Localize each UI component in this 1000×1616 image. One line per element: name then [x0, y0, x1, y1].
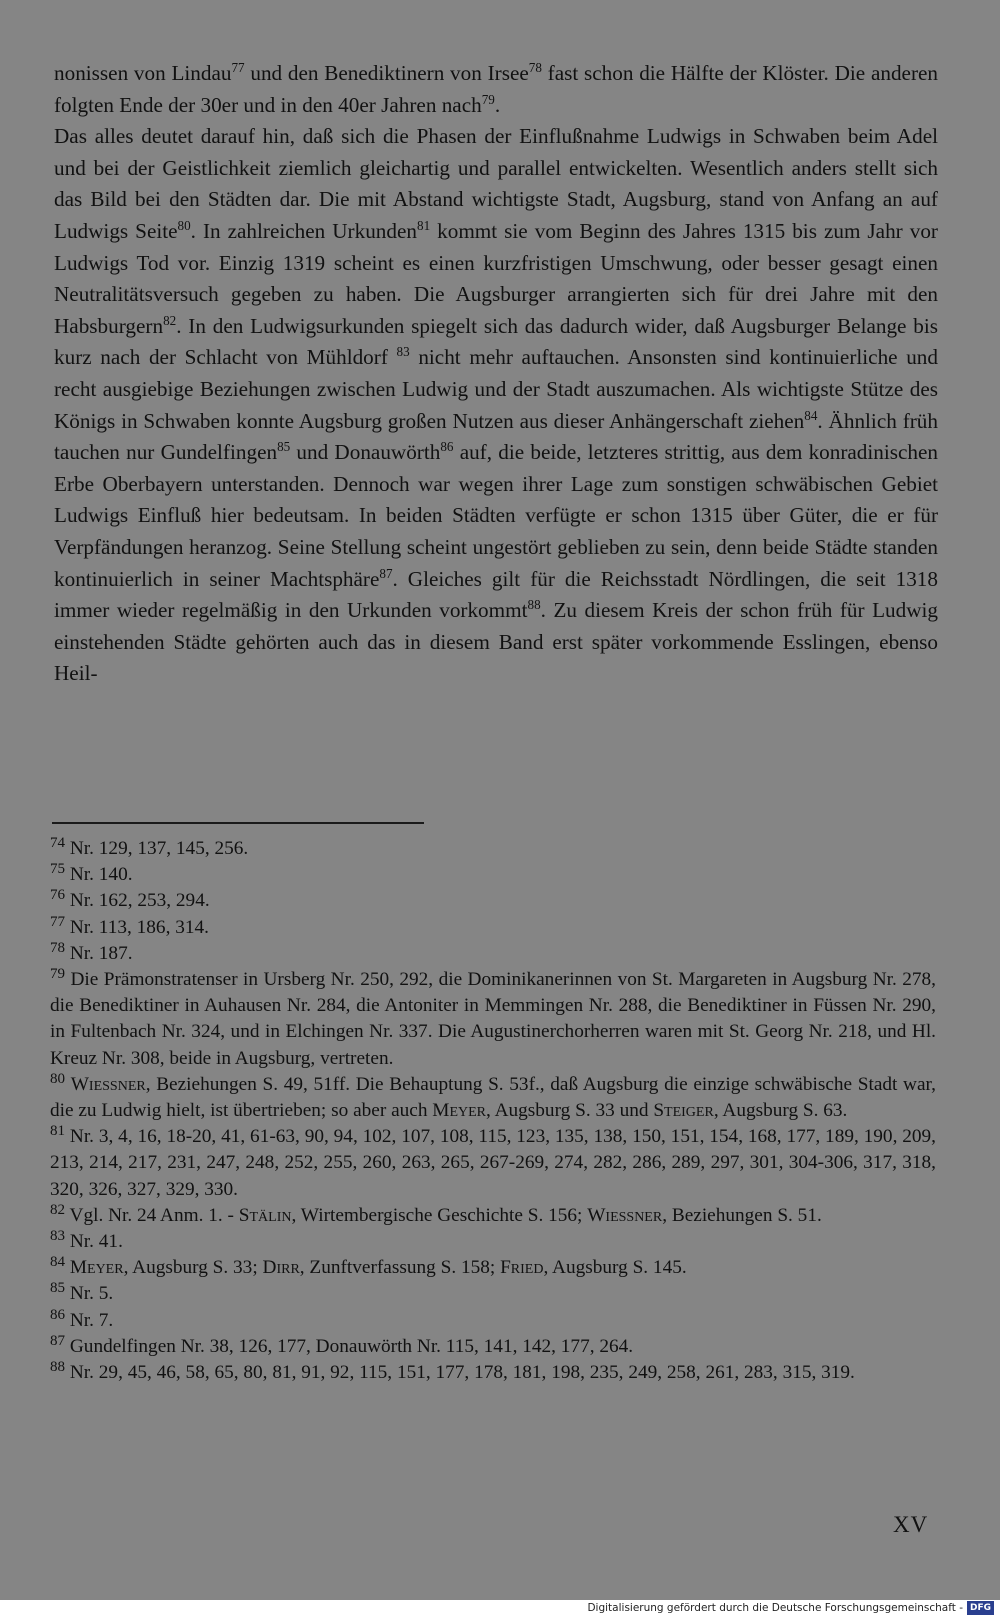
text-run: Nr. 41.	[69, 1231, 123, 1253]
text-run: , Augsburg S. 63.	[713, 1100, 848, 1122]
author-name: Steiger	[653, 1100, 714, 1122]
text-run: , Augsburg S. 33;	[123, 1257, 263, 1279]
dfg-logo-icon: DFG	[967, 1601, 994, 1615]
text-run: , Augsburg S. 33 und	[486, 1100, 654, 1122]
text-run: . Zu diesem Kreis der schon früh für Ludwig einstehenden Städte gehörten auch das in diesem Band erst später vorkommende Esslingen, ebenso Heil-	[54, 598, 939, 686]
footnote-reference: 77	[231, 59, 245, 75]
author-name: Meyer	[69, 1257, 124, 1279]
footnote-number: 86	[50, 1306, 66, 1323]
footnote-number: 80	[50, 1071, 66, 1088]
footer-text: Digitalisierung gefördert durch die Deutsche Forschungsgemeinschaft -	[587, 1601, 963, 1614]
body-paragraph	[54, 58, 938, 121]
footnote-number: 82	[50, 1202, 66, 1219]
footnote-number: 84	[50, 1254, 66, 1271]
author-name: Wiessner	[587, 1204, 663, 1226]
text-run: Nr. 162, 253, 294.	[69, 890, 210, 912]
text-run: Nr. 140.	[69, 864, 133, 886]
text-run: . In zahlreichen Urkunden	[190, 218, 417, 243]
footnote-reference: 79	[481, 91, 495, 107]
author-name: Stälin	[238, 1204, 292, 1226]
text-run: , Zunftverfassung S. 158;	[299, 1257, 501, 1279]
footnote-number: 81	[50, 1123, 66, 1140]
text-run: und Donauwörth	[290, 440, 441, 465]
footnote	[50, 888, 936, 914]
digitization-footer	[587, 1600, 994, 1615]
text-run: Nr. 113, 186, 314.	[69, 916, 209, 938]
author-name: Wiessner	[70, 1073, 146, 1095]
body-paragraph	[54, 121, 938, 690]
footnote-reference: 85	[277, 438, 291, 454]
footnote-reference: 78	[528, 59, 542, 75]
text-run: , Wirtembergische Geschichte S. 156;	[291, 1204, 588, 1226]
footnote-separator	[52, 822, 424, 824]
text-run: nonissen von Lindau	[54, 61, 232, 85]
text-run: nicht mehr auftauchen. Ansonsten sind kontinuierliche und recht ausgiebige Beziehungen zwischen Ludwig und der Stadt auszumachen. Als wichtigste Stütze des Königs in Schwaben konnte Augsburg großen Nutzen aus dieser Anhängerschaft ziehen	[54, 345, 938, 433]
footnote-number: 79	[50, 966, 66, 983]
footnote	[50, 1308, 936, 1334]
footnote-reference: 80	[177, 217, 191, 233]
text-run: Nr. 5.	[69, 1283, 114, 1305]
footnote-number: 77	[50, 913, 66, 930]
text-run: und den Benediktinern von Irsee	[244, 61, 529, 85]
text-run: Das alles deutet darauf hin, daß sich die Phasen der Einflußnahme Ludwigs in Schwaben beim Adel und bei der Geistlichkeit ziemlich gleichartig und parallel entwickelten. Wesentlich anders stellt sich das Bild bei den Städten dar. Die mit Abstand wichtigste Stadt, Augsburg, stand von Anfang an auf Ludwigs Seite	[54, 124, 938, 243]
text-run: Nr. 29, 45, 46, 58, 65, 80, 81, 91, 92, 115, 151, 177, 178, 181, 198, 235, 249, 258, 261, 283, 315, 319.	[69, 1362, 855, 1384]
footnote-number: 85	[50, 1280, 66, 1297]
text-run: Nr. 7.	[69, 1309, 114, 1331]
footnote-number: 75	[50, 861, 66, 878]
text-run: Die Prämonstratenser in Ursberg Nr. 250, 292, die Dominikanerinnen von St. Margareten in Augsburg Nr. 278, die Benediktiner in Auhausen Nr. 284, die Antoniter in Memmingen Nr. 288, die Benediktiner in Füssen Nr. 290, in Fultenbach Nr. 324, und in Elchingen Nr. 337. Die Augustinerchorherren waren mit St. Georg Nr. 218, und Hl. Kreuz Nr. 308, beide in Augsburg, vertreten.	[50, 969, 936, 1069]
text-run: , Augsburg S. 145.	[543, 1257, 687, 1279]
footnote	[50, 1255, 936, 1281]
footnote-number: 83	[50, 1228, 66, 1245]
text-run: fast schon die Hälfte der Klöster. Die anderen folgten Ende der 30er und in den 40er Jahren nach	[54, 61, 939, 117]
footnote	[50, 862, 936, 888]
author-name: Fried	[500, 1257, 544, 1279]
footnote	[50, 1281, 936, 1307]
footnote-reference: 86	[440, 438, 454, 454]
text-run: Gundelfingen Nr. 38, 126, 177, Donauwörth Nr. 115, 141, 142, 177, 264.	[69, 1335, 634, 1357]
footnote-number: 87	[50, 1333, 66, 1350]
footnote	[50, 1229, 936, 1255]
footnote	[50, 1360, 936, 1386]
footnote	[50, 1072, 936, 1124]
text-run: Nr. 129, 137, 145, 256.	[69, 838, 249, 859]
text-run: . Gleiches gilt für die Reichsstadt Nördlingen, die seit 1318 immer wieder regelmäßig in den Urkunden vorkommt	[54, 566, 938, 623]
footnote-reference: 84	[804, 407, 818, 423]
footnote-number: 76	[50, 887, 66, 904]
footnote-number: 74	[50, 835, 66, 852]
text-run: auf, die beide, letzteres strittig, aus dem konradinischen Erbe Oberbayern unterstanden. Dennoch war wegen ihrer Lage zum sonstigen schwäbischen Gebiet Ludwigs Einfluß hier bedeutsam. In beiden Städten verfügte er schon 1315 über Güter, die er für Verpfändungen heranzog. Seine Stellung scheint ungestört geblieben zu sein, denn beide Städte standen kontinuierlich in seiner Machtsphäre	[54, 440, 939, 591]
main-text	[54, 58, 938, 690]
footnote	[50, 941, 936, 967]
page-number: XV	[893, 1512, 929, 1537]
footnote	[50, 967, 936, 1072]
footnote-number: 88	[50, 1359, 66, 1376]
footnote	[50, 1124, 936, 1203]
author-name: Dirr	[262, 1257, 300, 1279]
footnote-reference: 87	[379, 565, 393, 581]
text-run: Nr. 3, 4, 16, 18-20, 41, 61-63, 90, 94, 102, 107, 108, 115, 123, 135, 138, 150, 151, 154, 168, 177, 189, 190, 209, 213, 214, 217, 231, 247, 248, 252, 255, 260, 263, 265, 267-269, 274, 282, 286, 289, 297, 301, 304-306, 317, 318, 320, 326, 327, 329, 330.	[50, 1126, 936, 1200]
text-run: Vgl. Nr. 24 Anm. 1. -	[69, 1204, 239, 1226]
footnote	[50, 915, 936, 941]
footnote-reference: 83	[396, 344, 410, 360]
footnote-reference: 82	[163, 312, 177, 328]
text-run: . In den Ludwigsurkunden spiegelt sich das dadurch wider, daß Augsburger Belange bis kurz nach der Schlacht von Mühldorf	[54, 313, 938, 370]
text-run: .	[494, 92, 501, 117]
footnote-number: 78	[50, 940, 66, 957]
text-run: Nr. 187.	[69, 942, 133, 964]
author-name: Meyer	[432, 1100, 486, 1122]
footnote-reference: 81	[417, 217, 431, 233]
text-run: kommt sie vom Beginn des Jahres 1315 bis zum Jahr vor Ludwigs Tod vor. Einzig 1319 scheint es einen kurzfristigen Umschwung, oder besser gesagt einen Neutralitätsversuch gegeben zu haben. Die Augsburger arrangierten sich für drei Jahre mit den Habsburgern	[54, 218, 938, 338]
footnote	[50, 1203, 936, 1229]
footnote	[50, 836, 936, 862]
text-run: , Beziehungen S. 49, 51ff. Die Behauptung S. 53f., daß Augsburg die einzige schwäbische Stadt war, die zu Ludwig hielt, ist übertrieben; so aber auch	[50, 1073, 936, 1122]
footnotes	[50, 836, 936, 1386]
footnote	[50, 1334, 936, 1360]
text-run: , Beziehungen S. 51.	[662, 1204, 822, 1226]
footnote-reference: 88	[527, 596, 541, 612]
text-run: . Ähnlich früh tauchen nur Gundelfingen	[54, 408, 938, 465]
